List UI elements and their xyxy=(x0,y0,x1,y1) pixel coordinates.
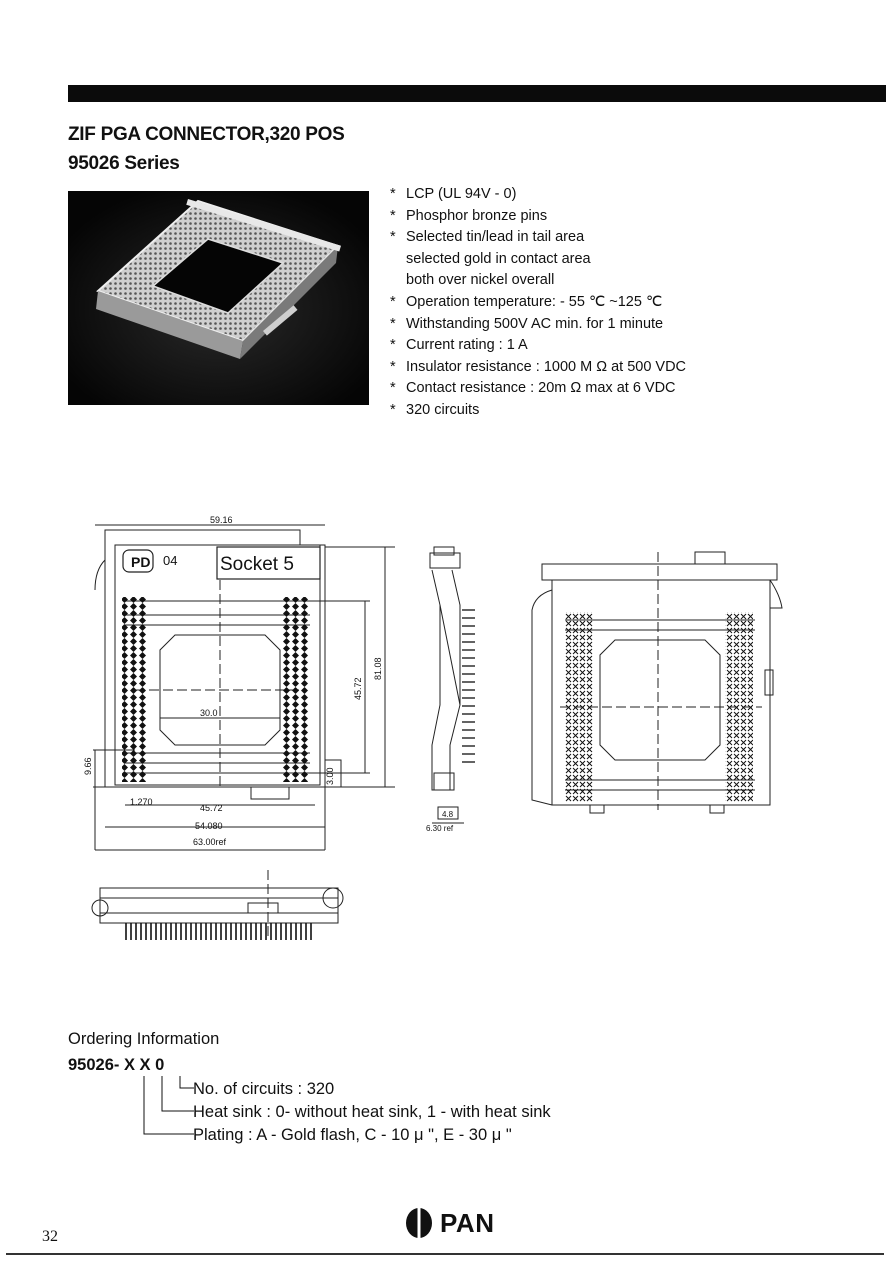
feature-item: * Selected tin/lead in tail area xyxy=(390,229,585,246)
ordering-line-circuits: No. of circuits : 320 xyxy=(193,1080,335,1098)
feature-item: both over nickel overall xyxy=(406,272,555,289)
header-bar xyxy=(68,85,886,102)
bottom-view-drawing xyxy=(530,550,790,815)
top-view-drawing xyxy=(75,505,405,855)
features-list xyxy=(390,184,686,422)
socket-label: Socket 5 xyxy=(220,554,294,575)
feature-item: * Operation temperature: - 55 ℃ ~125 ℃ xyxy=(390,293,663,310)
dim-label: 45.72 xyxy=(200,803,223,813)
svg-text:PD: PD xyxy=(131,554,151,570)
ordering-line-plating: Plating : A - Gold flash, C - 10 μ ", E - 30 μ " xyxy=(193,1126,512,1144)
brand-name: PAN xyxy=(440,1207,495,1238)
feature-item: * LCP (UL 94V - 0) xyxy=(390,186,517,202)
page-title: ZIF PGA CONNECTOR,320 POS xyxy=(68,124,345,145)
socket-logo-suffix: 04 xyxy=(163,553,178,568)
ordering-line-heat-sink: Heat sink : 0- without heat sink, 1 - with heat sink xyxy=(193,1103,551,1121)
side-view-drawing xyxy=(420,545,480,845)
brand-logo xyxy=(404,1205,494,1241)
dim-label: 30.0 xyxy=(200,708,218,718)
dim-label: 1.270 xyxy=(130,797,153,807)
ordering-title: Ordering Information xyxy=(68,1030,220,1048)
footer-rule xyxy=(6,1253,884,1255)
feature-item: * Insulator resistance : 1000 M Ω at 500 VDC xyxy=(390,358,687,375)
pan-logo-icon xyxy=(404,1206,434,1240)
feature-item: selected gold in contact area xyxy=(406,250,591,267)
dim-label: 6.30 ref xyxy=(426,824,454,833)
feature-item: * Phosphor bronze pins xyxy=(390,207,548,224)
feature-item: * Contact resistance : 20m Ω max at 6 VDC xyxy=(390,380,676,397)
feature-item: * Current rating : 1 A xyxy=(390,337,528,354)
dim-label: 9.66 xyxy=(83,757,93,775)
dim-label: 54.080 xyxy=(195,821,223,831)
front-view-drawing xyxy=(88,868,358,943)
dim-label: 4.8 xyxy=(442,810,454,819)
page-number: 32 xyxy=(42,1228,58,1245)
product-photo xyxy=(68,191,369,405)
feature-item: * Withstanding 500V AC min. for 1 minute xyxy=(390,315,664,332)
series-title: 95026 Series xyxy=(68,153,180,174)
dim-label: 59.16 xyxy=(210,515,233,525)
dim-label: 45.72 xyxy=(353,677,363,700)
ordering-leader-lines xyxy=(138,1074,198,1144)
dim-label: 81.08 xyxy=(373,657,383,680)
feature-item: * 320 circuits xyxy=(390,401,480,418)
dim-label: 63.00ref xyxy=(193,837,227,847)
ordering-code: 95026- X X 0 xyxy=(68,1056,165,1074)
dim-label: 3.00 xyxy=(325,767,335,785)
